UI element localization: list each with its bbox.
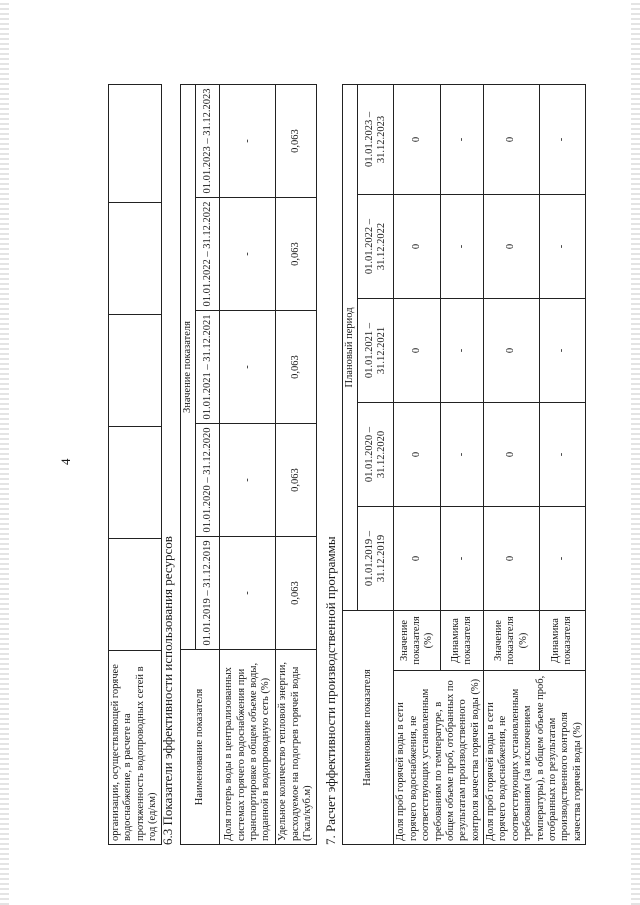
period-header: 01.01.2021 – 31.12.2021: [196, 311, 220, 424]
indicator-value: -: [220, 84, 276, 197]
indicator-type-label: Динамика показателя: [441, 611, 484, 671]
section-7-heading: 7. Расчет эффективности производственной программы: [323, 536, 338, 845]
period-header: 01.01.2019 – 31.12.2019: [358, 507, 394, 611]
indicator-value: -: [441, 507, 484, 611]
indicator-value: 0: [484, 195, 540, 299]
indicator-value: -: [539, 403, 585, 507]
indicator-type-label: Значение показателя (%): [484, 611, 540, 671]
period-header: 01.01.2021 – 31.12.2021: [358, 299, 394, 403]
column-header-value: Значение показателя: [181, 84, 196, 649]
page-number: 4: [58, 458, 73, 465]
indicator-value: -: [441, 195, 484, 299]
period-header: 01.01.2023 – 31.12.2023: [358, 84, 394, 194]
indicator-value: -: [539, 299, 585, 403]
indicator-value: 0,063: [276, 537, 316, 650]
scan-edge-mark: [631, 0, 640, 905]
period-header: 01.01.2022 – 31.12.2022: [358, 195, 394, 299]
indicator-value: 0: [394, 403, 441, 507]
indicator-value: 0,063: [276, 198, 316, 311]
indicator-value: 0: [484, 299, 540, 403]
indicator-value: -: [441, 403, 484, 507]
scan-edge-mark: [0, 0, 9, 905]
indicator-value: -: [220, 198, 276, 311]
indicator-value: 0: [394, 195, 441, 299]
indicator-value: 0,063: [276, 311, 316, 424]
indicator-value: 0: [394, 299, 441, 403]
indicator-value: -: [539, 84, 585, 194]
indicator-value: 0,063: [276, 84, 316, 197]
indicator-value: 0: [394, 507, 441, 611]
indicator-type-label: Значение показателя (%): [394, 611, 441, 671]
period-header: 01.01.2020 – 31.12.2020: [358, 403, 394, 507]
column-header-name: Наименование показателя: [181, 650, 220, 845]
indicator-value: -: [220, 424, 276, 537]
indicator-name: Доля потерь воды в централизованных системах горячего водоснабжения при транспортировке в общем объеме воды, поданной в водопроводную сеть (%): [220, 650, 276, 845]
period-header: 01.01.2022 – 31.12.2022: [196, 198, 220, 311]
indicator-value: -: [220, 311, 276, 424]
indicator-value: -: [441, 84, 484, 194]
indicator-name: Удельное количество тепловой энергии, расходуемое на подогрев горячей воды (Гкал/куб.м): [276, 650, 316, 845]
resource-efficiency-table: [180, 84, 317, 845]
period-header: 01.01.2020 – 31.12.2020: [196, 424, 220, 537]
indicator-value: 0: [484, 403, 540, 507]
column-header-name: Наименование показателя: [343, 611, 394, 845]
indicator-type-label: Динамика показателя: [539, 611, 585, 671]
indicator-value: 0: [394, 84, 441, 194]
indicator-value: 0,063: [276, 424, 316, 537]
indicator-name: Доля проб горячей воды в сети горячего водоснабжения, не соответствующих установленным требованиям по температуре, в общем объеме проб, отобранных по результатам производственного контроля качества горячей воды (%): [394, 671, 484, 845]
top-table-text: организации, осуществляющей горячее водоснабжение, в расчете на протяженность водопроводных сетей в год (ед/км): [109, 651, 162, 845]
indicator-name: Доля проб горячей воды в сети горячего водоснабжения, не соответствующих установленным требованиям (за исключением температуры), в общем объеме проб, отобранных по результатам производственного контроля качества горячей воды (%): [484, 671, 586, 845]
section-6-3-heading: 6.3 Показатели эффективности использования ресурсов: [160, 536, 175, 845]
program-efficiency-table: [342, 84, 586, 845]
indicator-value: 0: [484, 84, 540, 194]
indicator-value: 0: [484, 507, 540, 611]
period-header: 01.01.2019 – 31.12.2019: [196, 537, 220, 650]
indicator-value: -: [441, 299, 484, 403]
indicator-value: -: [539, 195, 585, 299]
indicator-value: -: [539, 507, 585, 611]
top-table: [108, 84, 162, 845]
period-header: 01.01.2023 – 31.12.2023: [196, 84, 220, 197]
indicator-value: -: [220, 537, 276, 650]
column-header-plan: Плановый период: [343, 84, 358, 610]
